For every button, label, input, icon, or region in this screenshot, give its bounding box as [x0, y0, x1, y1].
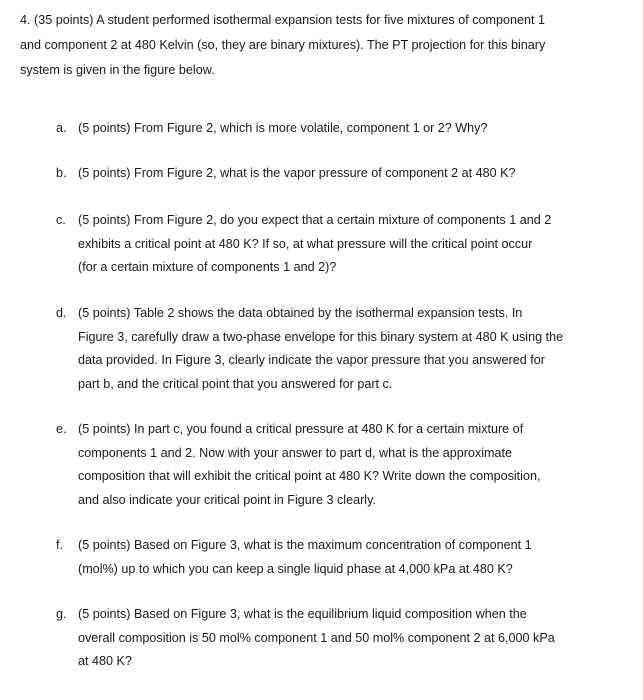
question-text	[78, 603, 576, 674]
question-line: and also indicate your critical point in Figure 3 clearly.	[78, 492, 376, 507]
question-text	[78, 302, 576, 396]
problem-statement	[20, 8, 620, 83]
question-letter: a.	[56, 121, 67, 135]
question-f	[56, 534, 576, 581]
question-line: data provided. In Figure 3, clearly indicate the vapor pressure that you answered for	[78, 353, 545, 367]
question-line: (5 points) In part c, you found a critical pressure at 480 K for a certain mixture of	[78, 422, 524, 436]
question-line: overall composition is 50 mol% component 1 and 50 mol% component 2 at 6,000 kPa	[78, 630, 555, 645]
question-line: (5 points) Based on Figure 3, what is the maximum concentration of component 1	[78, 538, 532, 552]
problem-statement-line: and component 2 at 480 Kelvin (so, they are binary mixtures). The PT projection for this binary	[20, 38, 546, 52]
question-letter: g.	[56, 607, 67, 621]
question-line: at 480 K?	[78, 654, 132, 668]
question-c	[56, 209, 576, 280]
question-b	[56, 162, 576, 186]
question-letter: c.	[56, 213, 66, 227]
question-d	[56, 302, 576, 396]
question-letter: b.	[56, 166, 67, 180]
question-text	[78, 162, 576, 186]
question-text	[78, 117, 576, 141]
question-line: components 1 and 2. Now with your answer to part d, what is the approximate	[78, 445, 513, 460]
question-g	[56, 603, 576, 674]
question-line: (5 points) From Figure 2, which is more volatile, component 1 or 2? Why?	[78, 121, 488, 135]
question-line: (for a certain mixture of components 1 and 2)?	[78, 260, 337, 274]
question-e	[56, 418, 576, 512]
question-letter: f.	[56, 538, 63, 552]
problem-statement-line: 4. (35 points) A student performed isothermal expansion tests for five mixtures of component 1	[20, 13, 546, 27]
question-letter: e.	[56, 422, 67, 436]
question-line: exhibits a critical point at 480 K? If so, at what pressure will the critical point occur	[78, 236, 533, 251]
question-line: (mol%) up to which you can keep a single liquid phase at 4,000 kPa at 480 K?	[78, 561, 513, 576]
question-line: (5 points) Table 2 shows the data obtained by the isothermal expansion tests. In	[78, 306, 523, 320]
question-a	[56, 117, 576, 141]
question-line: part b, and the critical point that you answered for part c.	[78, 376, 393, 391]
question-text	[78, 209, 576, 280]
question-letter: d.	[56, 306, 67, 320]
question-line: composition that will exhibit the critical point at 480 K? Write down the composition,	[78, 469, 541, 483]
question-line: (5 points) From Figure 2, do you expect that a certain mixture of components 1 and 2	[78, 213, 552, 227]
question-line: (5 points) Based on Figure 3, what is the equilibrium liquid composition when the	[78, 607, 527, 621]
question-line: Figure 3, carefully draw a two-phase envelope for this binary system at 480 K using the	[78, 329, 564, 344]
question-line: (5 points) From Figure 2, what is the vapor pressure of component 2 at 480 K?	[78, 166, 516, 180]
problem-statement-line: system is given in the figure below.	[20, 63, 215, 77]
question-text	[78, 534, 576, 581]
question-text	[78, 418, 576, 512]
